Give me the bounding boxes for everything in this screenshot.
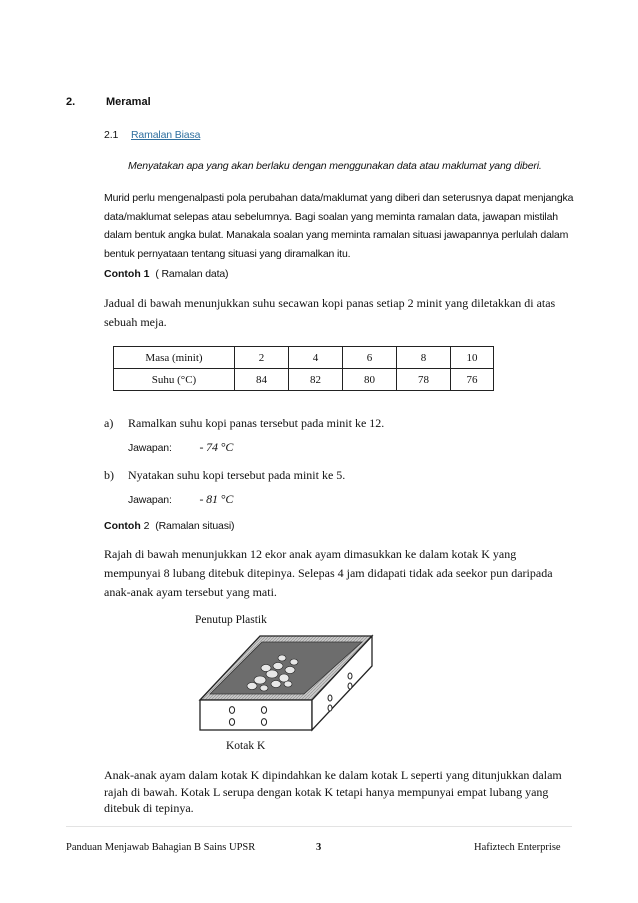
example2-type: (Ramalan situasi): [155, 520, 235, 532]
example2-heading: [104, 520, 234, 532]
example2-statement: [104, 545, 574, 602]
statement-line: Rajah di bawah menunjukkan 12 ekor anak ayam dimasukkan ke dalam kotak K yang: [104, 547, 517, 561]
table-cell: 10: [451, 347, 494, 369]
followup-line: rajah di bawah. Kotak L serupa dengan kotak K tetapi hanya mempunyai empat lubang yang: [104, 784, 549, 799]
table-cell: 82: [289, 369, 343, 391]
box-k-figure: [190, 628, 390, 740]
example2-number: 2: [143, 520, 150, 532]
table-cell: 4: [289, 347, 343, 369]
page-number: 3: [316, 842, 322, 853]
example1-label: Contoh 1: [104, 268, 150, 280]
intro-paragraph: [104, 189, 574, 263]
paragraph-line: dalam bentuk angka bulat. Manakala soalan yang meminta ramalan situasi jawapannya perlulah dalam: [104, 229, 569, 241]
example1-statement: [104, 294, 574, 332]
answer-label: Jawapan:: [128, 442, 172, 454]
footer-divider: [66, 826, 572, 827]
table-row: [114, 347, 494, 369]
box-front-face: [200, 700, 312, 730]
answer-value: - 81 °C: [199, 492, 234, 506]
paragraph-line: data/maklumat selepas atau sebelumnya. Bagi soalan yang meminta ramalan data, jawapan mistilah: [104, 210, 558, 223]
subsection-link[interactable]: Ramalan Biasa: [131, 129, 201, 141]
table-cell: 84: [235, 369, 289, 391]
footer-right: Hafiztech Enterprise: [474, 842, 561, 853]
answer-b: [128, 492, 233, 507]
statement-line: mempunyai 8 lubang ditebuk ditepinya. Selepas 4 jam didapati tidak ada seekor pun daripada: [104, 566, 553, 580]
definition: Menyatakan apa yang akan berlaku dengan menggunakan data atau maklumat yang diberi.: [128, 160, 542, 172]
table-row: [114, 369, 494, 391]
section-heading: [66, 96, 151, 108]
followup-line: ditebuk di tepinya.: [104, 801, 194, 815]
table-cell: 78: [397, 369, 451, 391]
example2-label: Contoh: [104, 520, 141, 532]
example2-followup: [104, 767, 574, 817]
figure-bottom-label: Kotak K: [226, 740, 266, 752]
figure-top-label: Penutup Plastik: [195, 614, 267, 626]
subsection-heading: [104, 129, 200, 141]
example1-heading: [104, 268, 228, 280]
example1-type: ( Ramalan data): [155, 268, 229, 280]
data-table: [113, 346, 494, 391]
question-a-label: a): [104, 416, 114, 430]
answer-a: [128, 440, 233, 455]
answer-value: - 74 °C: [199, 440, 234, 454]
statement-line: anak-anak ayam tersebut yang mati.: [104, 585, 277, 599]
followup-line: Anak-anak ayam dalam kotak K dipindahkan ke dalam kotak L seperti yang ditunjukkan dalam: [104, 768, 562, 782]
table-header-cell: Suhu (°C): [114, 369, 235, 391]
table-cell: 76: [451, 369, 494, 391]
question-b-label: b): [104, 468, 114, 482]
question-b-text: Nyatakan suhu kopi tersebut pada minit ke 5.: [128, 468, 346, 482]
table-cell: 80: [343, 369, 397, 391]
table-cell: 6: [343, 347, 397, 369]
footer-left: Panduan Menjawab Bahagian B Sains UPSR: [66, 842, 256, 853]
subsection-number: 2.1: [104, 129, 119, 141]
table-header-cell: Masa (minit): [114, 347, 235, 369]
paragraph-line: bentuk pernyataan tentang situasi yang diramalkan itu.: [104, 247, 351, 260]
table-cell: 2: [235, 347, 289, 369]
section-title: Meramal: [106, 96, 151, 108]
question-a-text: Ramalkan suhu kopi panas tersebut pada minit ke 12.: [128, 416, 385, 430]
section-number: 2.: [66, 96, 76, 108]
statement-line: Jadual di bawah menunjukkan suhu secawan kopi panas setiap 2 minit yang diletakkan di atas: [104, 296, 556, 310]
statement-line: sebuah meja.: [104, 315, 167, 329]
answer-label: Jawapan:: [128, 494, 172, 506]
table-cell: 8: [397, 347, 451, 369]
paragraph-line: Murid perlu mengenalpasti pola perubahan data/maklumat yang diberi dan seterusnya dapat menjangka: [104, 192, 574, 204]
